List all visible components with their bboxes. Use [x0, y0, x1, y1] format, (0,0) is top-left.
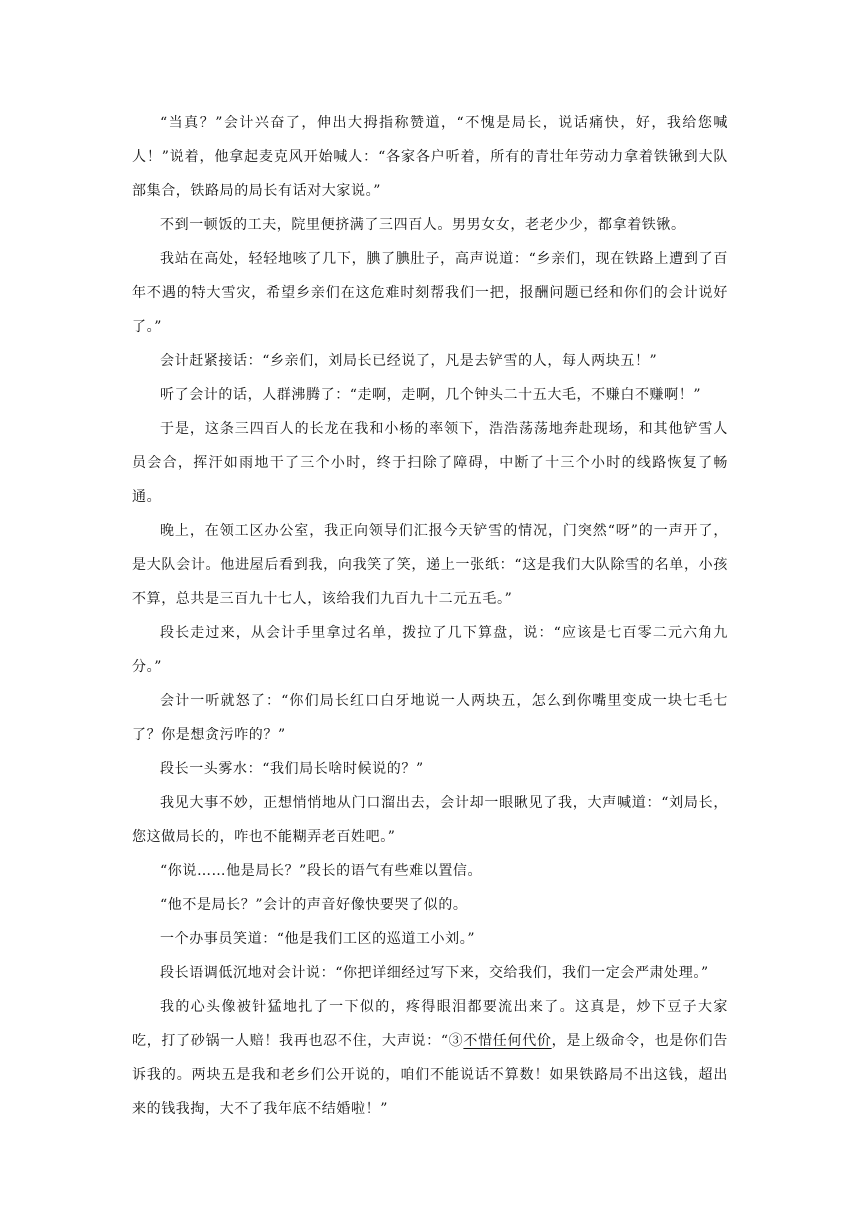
paragraph: 我站在高处，轻轻地咳了几下，腆了腆肚子，高声说道：“乡亲们，现在铁路上遭到了百年不遇的特大雪灾，希望乡亲们在这危难时刻帮我们一把，报酬问题已经和你们的会计说好了。”: [132, 251, 728, 335]
paragraph: 段长一头雾水：“我们局长啥时候说的？”: [160, 761, 424, 777]
paragraph: 不到一顿饭的工夫，院里便挤满了三四百人。男男女女，老老少少，都拿着铁锹。: [160, 217, 686, 233]
final-paragraph-end: ，是上级命令，也是你们告诉我的。两块五是我和老乡们公开说的，咱们不能说话不算数！如果铁路局不出这钱，超出来的钱我掏，大不了我年底不结婚啦！”: [132, 1033, 728, 1117]
question-marker: ③: [448, 1033, 464, 1049]
paragraph: “你说……他是局长？”段长的语气有些难以置信。: [160, 863, 483, 879]
paragraph: 晚上，在领工区办公室，我正向领导们汇报今天铲雪的情况，门突然“呀”的一声开了，是大队会计。他进屋后看到我，向我笑了笑，递上一张纸：“这是我们大队除雪的名单，小孩不算，总共是三百九十七人，该给我们九百九十二元五毛。”: [132, 523, 728, 607]
underlined-phrase: 不惜任何代价: [463, 1033, 552, 1049]
paragraph: 听了会计的话，人群沸腾了：“走啊，走啊，几个钟头二十五大毛，不赚白不赚啊！”: [160, 387, 702, 403]
paragraph: “他不是局长？”会计的声音好像快要哭了似的。: [160, 897, 468, 913]
paragraph: “当真？”会计兴奋了，伸出大拇指称赞道，“不愧是局长，说话痛快，好，我给您喊人！”说着，他拿起麦克风开始喊人：“各家各户听着，所有的青壮年劳动力拿着铁锹到大队部集合，铁路局的局长有话对大家说。”: [132, 115, 728, 199]
paragraph: 段长语调低沉地对会计说：“你把详细经过写下来，交给我们，我们一定会严肃处理。”: [160, 965, 709, 981]
story-text: [132, 106, 728, 1126]
final-paragraph: [132, 990, 728, 1126]
paragraph: 我见大事不妙，正想悄悄地从门口溜出去，会计却一眼瞅见了我，大声喊道：“刘局长，您这做局长的，咋也不能糊弄老百姓吧。”: [132, 795, 728, 845]
paragraph: 一个办事员笑道：“他是我们工区的巡道工小刘。”: [160, 931, 476, 947]
paragraph: 段长走过来，从会计手里拿过名单，拨拉了几下算盘，说：“应该是七百零二元六角九分。”: [132, 625, 728, 675]
paragraph: 会计赶紧接话：“乡亲们，刘局长已经说了，凡是去铲雪的人，每人两块五！”: [160, 353, 658, 369]
final-paragraph-start: 我的心头像被针猛地扎了一下似的，疼得眼泪都要流出来了。这真是，炒下豆子大家吃，打了砂锅一人赔！我再也忍不住，大声说：“: [132, 999, 728, 1049]
paragraph: 会计一听就怒了：“你们局长红口白牙地说一人两块五，怎么到你嘴里变成一块七毛七了？你是想贪污咋的？”: [132, 693, 728, 743]
paragraph: 于是，这条三四百人的长龙在我和小杨的率领下，浩浩荡荡地奔赴现场，和其他铲雪人员会合，挥汗如雨地干了三个小时，终于扫除了障碍，中断了十三个小时的线路恢复了畅通。: [132, 421, 728, 505]
